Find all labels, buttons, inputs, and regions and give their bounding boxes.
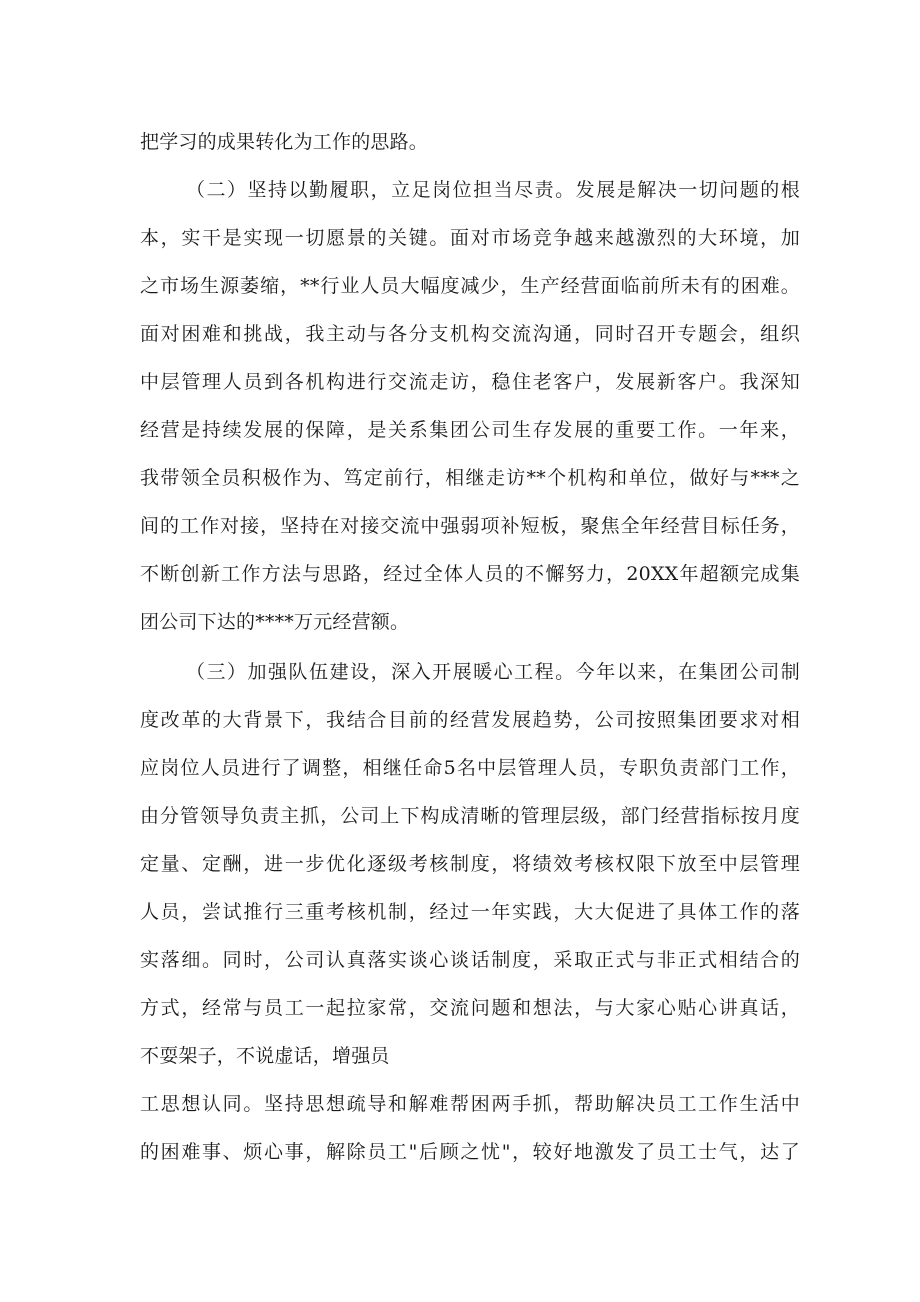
text-line: 把学习的成果转化为工作的思路。 [140,131,429,153]
text-line: 之市场生源萎缩，**行业人员大幅度减少，生产经营面临前所未有的困难。 [140,275,800,297]
text-line: 人员，尝试推行三重考核机制，经过一年实践，大大促进了具体工作的落 [140,901,800,923]
text-line: 度改革的大背景下，我结合目前的经营发展趋势，公司按照集团要求对相 [140,709,800,731]
text-line: 的困难事、烦心事，解除员工"后顾之忧"，较好地激发了员工士气，达了 [140,1141,800,1163]
text-line: （二）坚持以勤履职，立足岗位担当尽责。发展是解决一切问题的根 [186,179,800,201]
text-line: 中层管理人员到各机构进行交流走访，稳住老客户，发展新客户。我深知 [140,371,800,393]
text-line: 不耍架子，不说虚话，增强员 [140,1045,390,1067]
text-line: 本，实干是实现一切愿景的关键。面对市场竞争越来越激烈的大环境，加 [140,227,800,249]
text-line: 面对困难和挑战，我主动与各分支机构交流沟通，同时召开专题会，组织 [140,323,800,345]
text-line: 由分管领导负责主抓，公司上下构成清晰的管理层级，部门经营指标按月度 [140,805,800,827]
text-line: 间的工作对接，坚持在对接交流中强弱项补短板，聚焦全年经营目标任务， [140,515,800,537]
text-line: 应岗位人员进行了调整，相继任命5名中层管理人员，专职负责部门工作， [140,757,800,779]
text-line: 工思想认同。坚持思想疏导和解难帮困两手抓，帮助解决员工工作生活中 [140,1093,800,1115]
text-line: 定量、定酬，进一步优化逐级考核制度，将绩效考核权限下放至中层管理 [140,853,800,875]
text-line: 我带领全员积极作为、笃定前行，相继走访**个机构和单位，做好与***之 [140,467,800,489]
text-line: 经营是持续发展的保障，是关系集团公司生存发展的重要工作。一年来， [140,419,800,441]
text-line: 方式，经常与员工一起拉家常，交流问题和想法，与大家心贴心讲真话， [140,997,800,1019]
text-line: （三）加强队伍建设，深入开展暖心工程。今年以来，在集团公司制 [186,661,800,683]
text-line: 团公司下达的****万元经营额。 [140,611,410,633]
text-line: 不断创新工作方法与思路，经过全体人员的不懈努力，20XX年超额完成集 [140,563,800,585]
text-line: 实落细。同时，公司认真落实谈心谈话制度，采取正式与非正式相结合的 [140,949,800,971]
